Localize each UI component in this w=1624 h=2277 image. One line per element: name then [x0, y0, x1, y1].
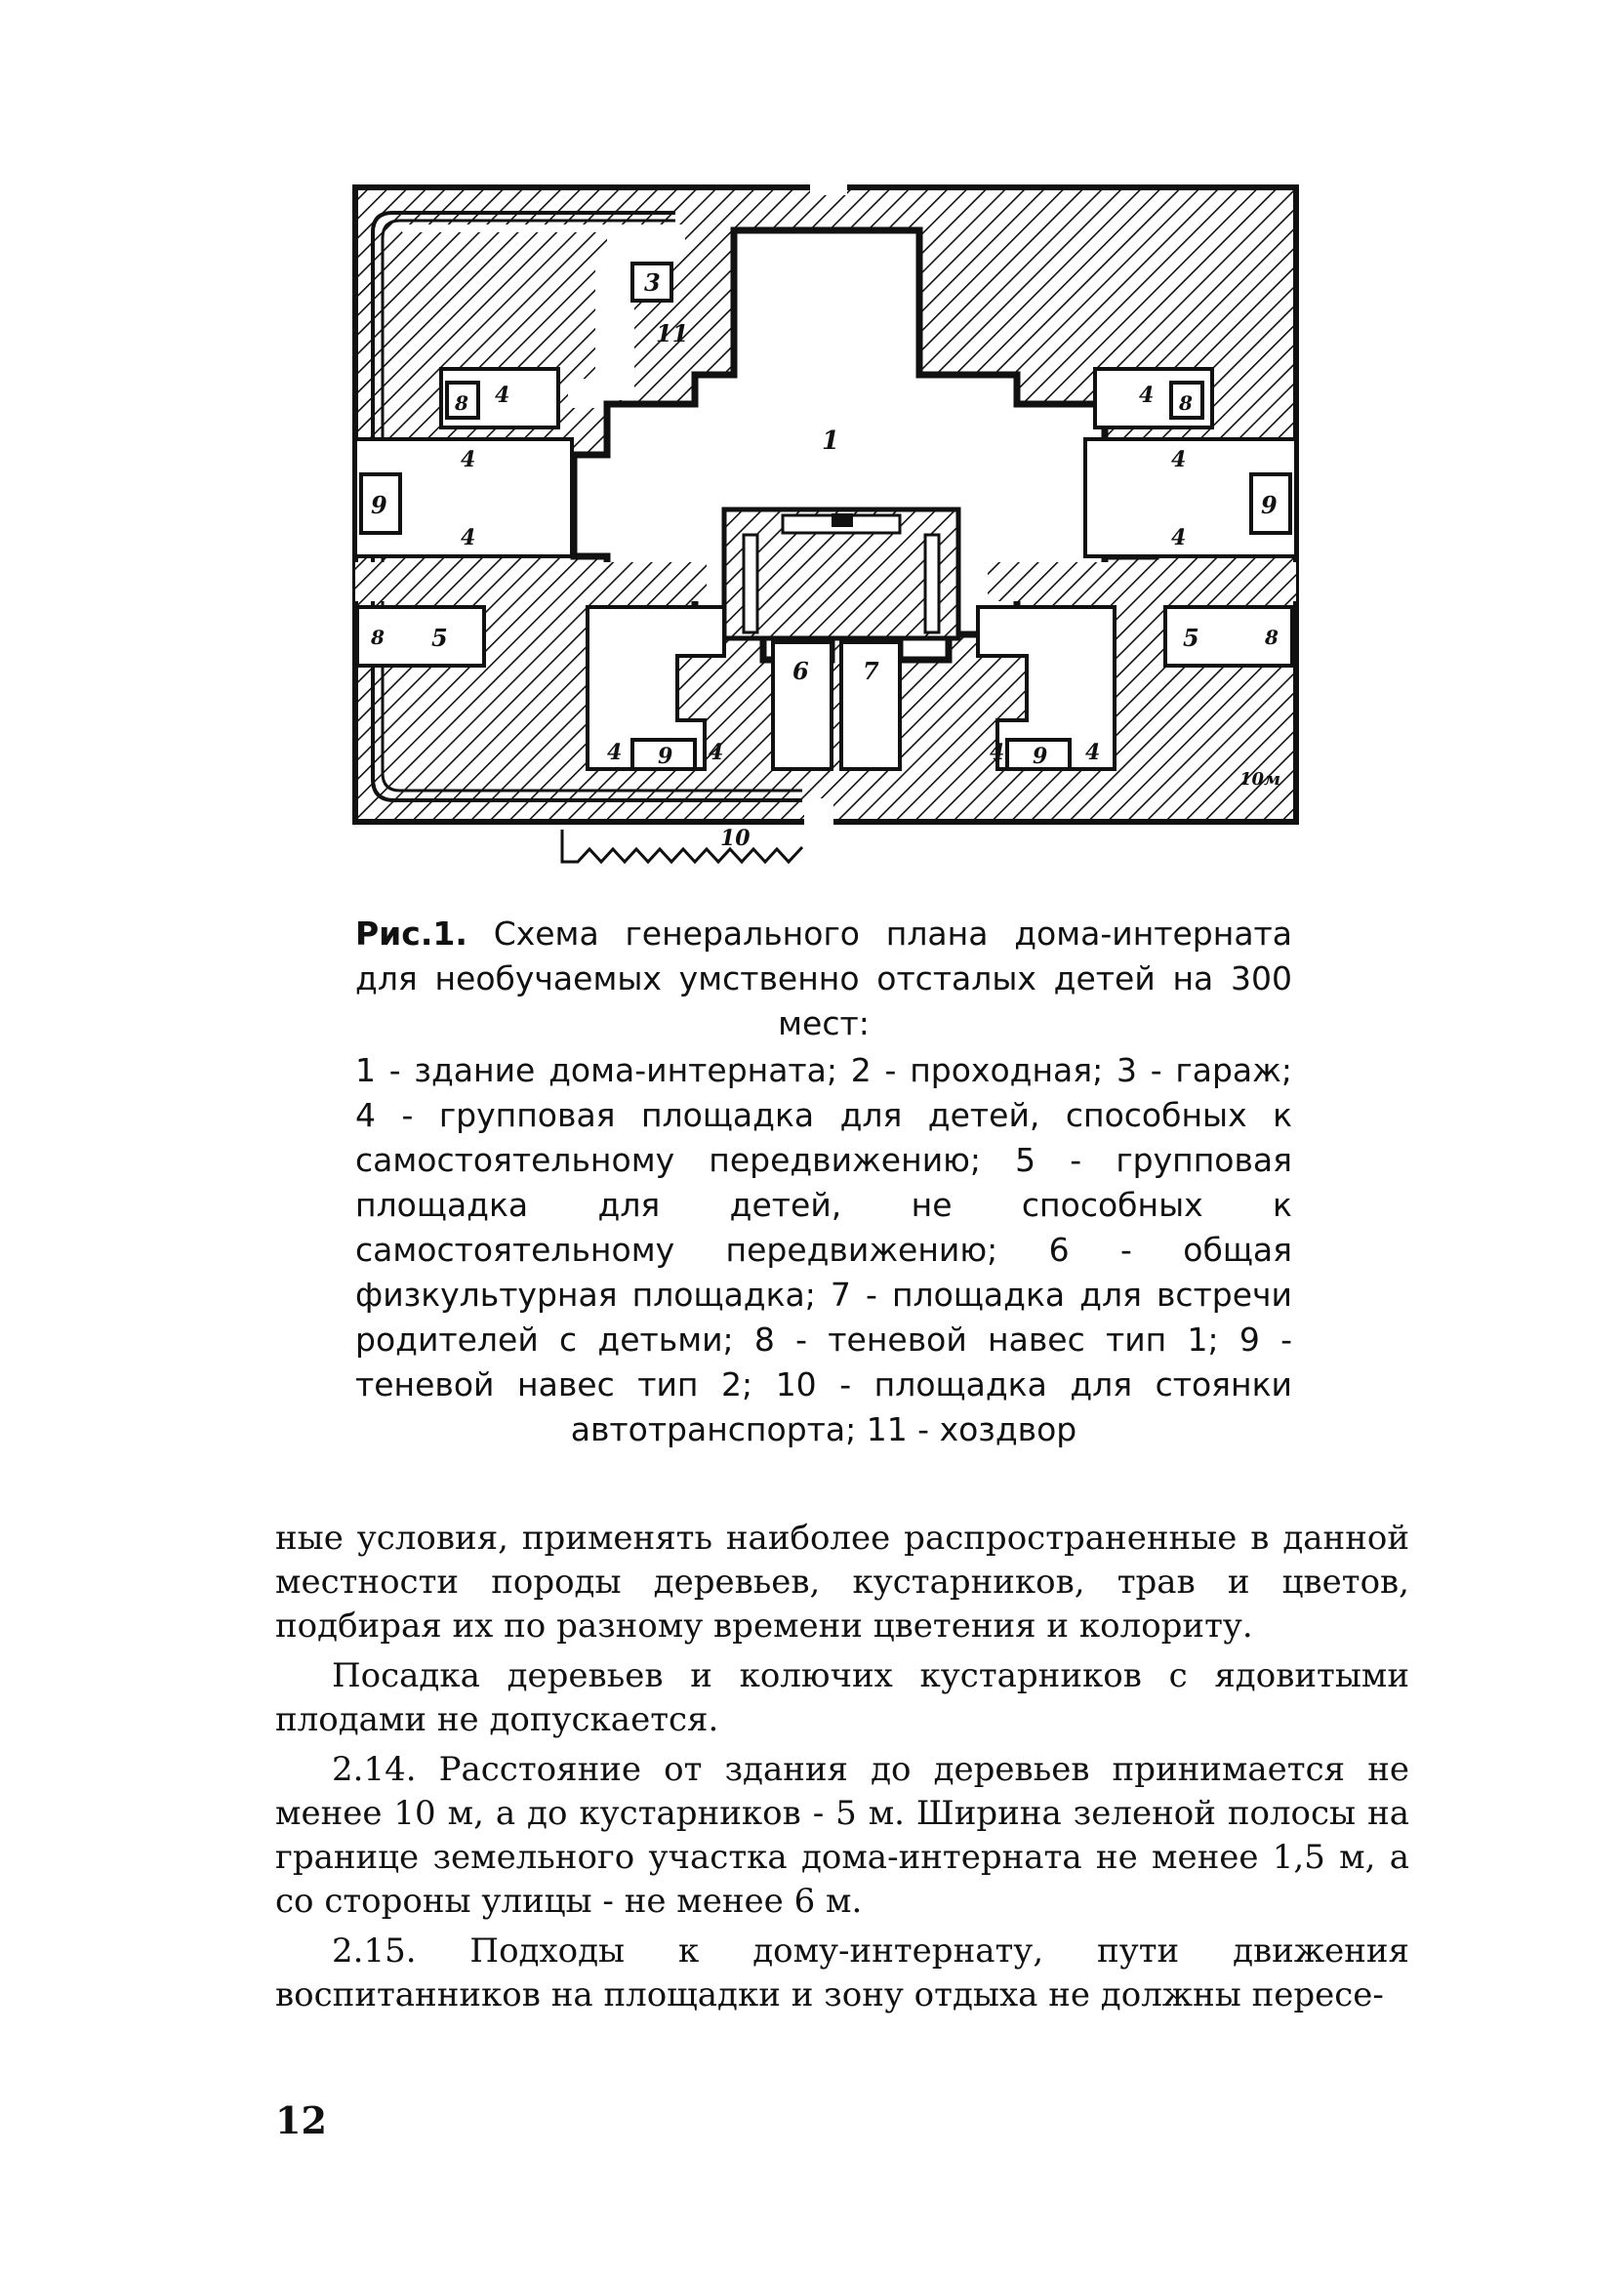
top-entrance-gap — [810, 180, 847, 195]
caption-title-text: Схема генерального плана дома-интерната для необучаемых умственно отсталых детей на 300 мест: — [355, 915, 1292, 1042]
scale-note: 10м — [1239, 769, 1281, 790]
label-4-b1: 4 — [607, 740, 623, 765]
figure-caption — [355, 912, 1292, 1452]
label-8-tl: 8 — [455, 391, 468, 415]
label-9-r: 9 — [1261, 491, 1278, 519]
label-8-bl: 8 — [371, 626, 385, 649]
label-4-l1: 4 — [461, 447, 476, 472]
label-4-r1: 4 — [1171, 447, 1187, 472]
page-number: 12 — [275, 2098, 327, 2142]
paragraph-2: Посадка деревьев и колючих кустарников с ядовитыми плодами не допускается. — [275, 1656, 1409, 1739]
label-4-tr: 4 — [1139, 383, 1155, 408]
label-4-r2: 4 — [1171, 525, 1187, 550]
caption-title — [355, 912, 1292, 1046]
label-4-tl: 4 — [495, 383, 510, 408]
label-4-b3: 4 — [990, 740, 1005, 765]
label-10: 10 — [720, 826, 751, 851]
paragraph-4: 2.15. Подходы к дому-интернату, пути движения воспитанников на площадки и зону отдыха не должны пересе- — [275, 1931, 1409, 2014]
label-1: 1 — [822, 427, 840, 456]
label-8-br: 8 — [1265, 626, 1279, 649]
label-4-l2: 4 — [461, 525, 476, 550]
caption-legend: 1 - здание дома-интерната; 2 - проходная; 3 - гараж; 4 - групповая площадка для детей, способных к самостоятельному передвижению; 5 - групповая площадка для детей, не способных к самостоятельному передвижению; 6 - общая физкультурная площадка; 7 - площадка для встречи родителей с детьми; 8 - теневой навес тип 1; 9 - теневой навес тип 2; 10 - площадка для стоянки автотранспорта; 11 - хоздвор — [355, 1051, 1292, 1448]
caption-fig-label: Рис.1. — [355, 915, 467, 953]
label-7: 7 — [863, 657, 879, 685]
paragraph-1: ные условия, применять наиболее распространенные в данной местности породы деревьев, кустарников, трав и цветов, подбирая их по разному времени цветения и колориту. — [275, 1519, 1409, 1646]
bottom-entrance-gap — [804, 798, 833, 828]
paragraph-3: 2.14. Расстояние от здания до деревьев принимается не менее 10 м, а до кустарников - 5 м. Ширина зеленой полосы на границе земельного участка дома-интерната не менее 1,5 м, а со стороны улицы - не менее 6 м. — [275, 1750, 1409, 1921]
label-11: 11 — [656, 319, 689, 347]
site-plan-figure — [344, 174, 1312, 886]
label-5-l: 5 — [431, 624, 448, 652]
label-3: 3 — [644, 268, 661, 297]
label-8-tr: 8 — [1179, 391, 1193, 415]
parking-10 — [562, 830, 802, 862]
label-4-b4: 4 — [1085, 740, 1101, 765]
label-9-br: 9 — [1033, 744, 1048, 769]
label-6: 6 — [792, 657, 809, 685]
label-9-bl: 9 — [658, 744, 673, 769]
body-text — [275, 1517, 1409, 2023]
label-9-l: 9 — [371, 491, 387, 519]
label-5-r: 5 — [1183, 624, 1199, 652]
label-4-b2: 4 — [709, 740, 724, 765]
